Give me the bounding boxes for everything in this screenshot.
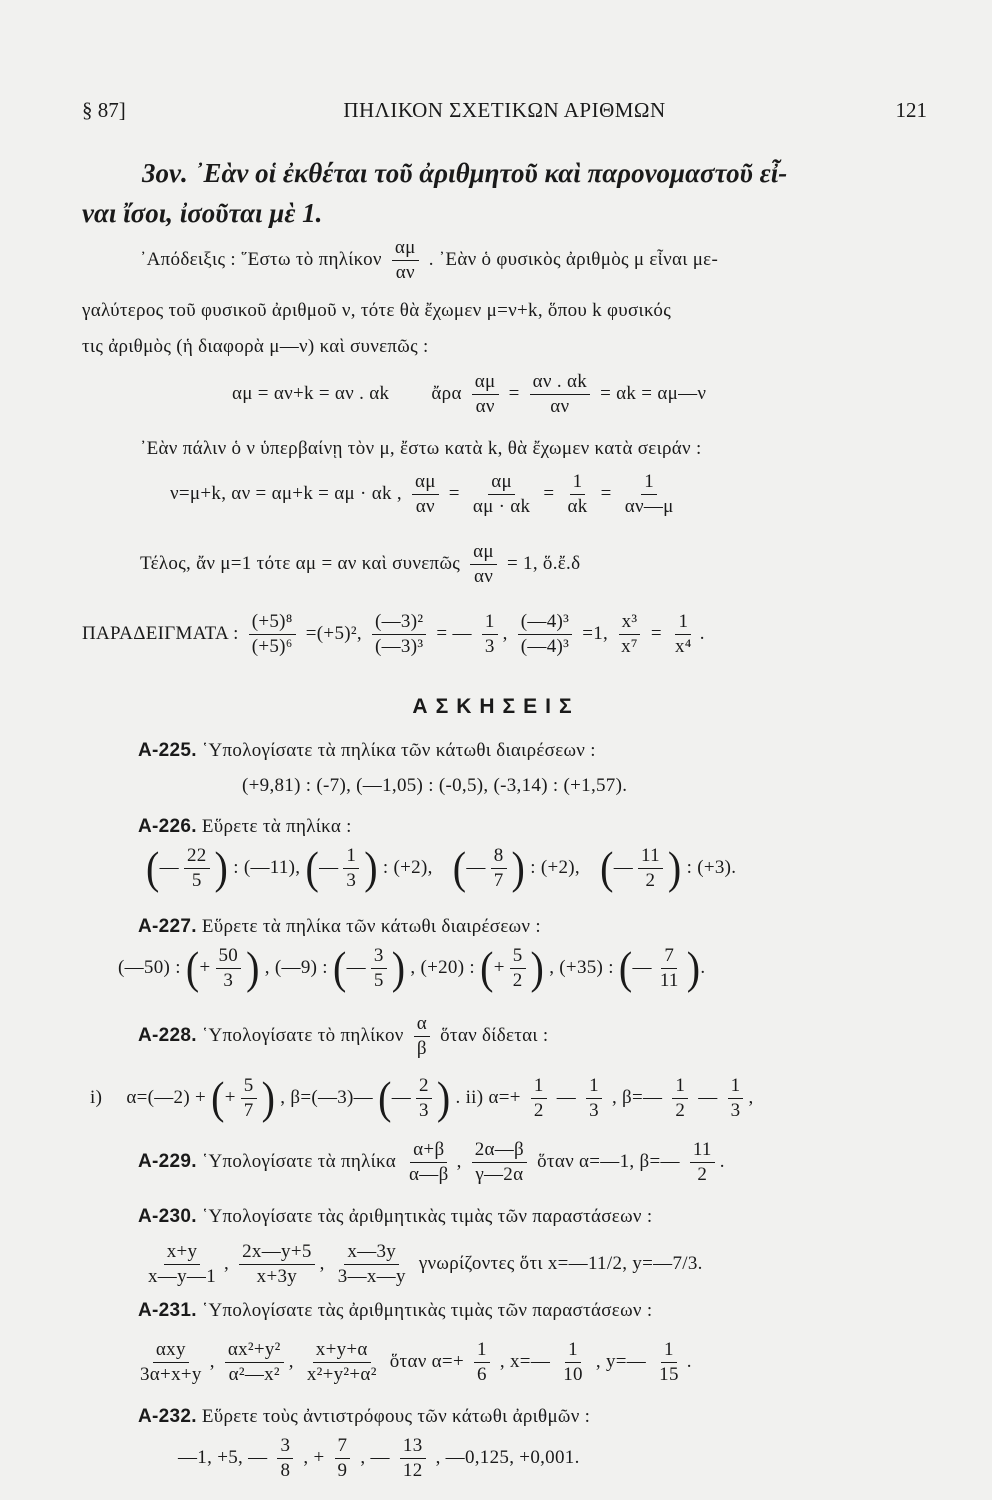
exercise-a225: Α-225. ῾Υπολογίσατε τὰ πηλίκα τῶν κάτωθι διαιρέσεων : (138, 740, 596, 761)
exercise-a232: Α-232. Εὕρετε τοὺς ἀντιστρόφους τῶν κάτωθι ἀριθμῶν : (138, 1406, 591, 1427)
fraction: $\frac{3}{8}$ (277, 1436, 293, 1481)
exercise-a232-values: —1, +5, — $\frac{3}{8}$ , + $\frac{7}{9}$ , — $\frac{13}{12}$ , —0,125, +0,001. (178, 1435, 580, 1481)
fraction: $\frac{7}{11}$ (659, 945, 679, 991)
fraction: $\frac{x—3y}{3—x—y}$ (337, 1241, 406, 1287)
exercise-a229: Α-229. ῾Υπολογίσατε τὰ πηλίκα $\frac{\alpha+\beta}{\alpha—\beta}$ , $\frac{2\alpha—\beta}{\gamma—2\alpha}$ ὅταν α=—1, β=— $\frac{11}{2}$ . (138, 1139, 725, 1185)
section-number: § 87] (82, 98, 126, 122)
fraction: $\frac{\alpha\mu}{\alpha\nu}$ (470, 542, 497, 587)
fraction: $\frac{11}{2}$ (638, 846, 663, 891)
exercise-a227-values: (—50) : (+ $\frac{50}{3}$ ) , (—9) : (— $\frac{3}{5}$ ) , (+20) : (+ $\frac{5}{2}$ ) , (+35) : (— $\frac{7}{11}$ ). (118, 941, 706, 994)
exercise-a228-values: i) α=(—2) + (+ $\frac{5}{7}$ ) , β=(—3)— (— $\frac{2}{3}$ ) . ii) α=+ $\frac{1}{2}$ — $\frac{1}{3}$ , β=— $\frac{1}{2}$ — $\frac{1}{3}$ , (90, 1071, 754, 1124)
fraction: $\frac{1}{2}$ (672, 1076, 688, 1121)
exercise-a231-values: $\frac{\text{αxy}}{3\alpha+x+y}$ , $\frac{\text{αx²+y²}}{\text{α²—x²}}$ , $\frac{x+y+\alpha}{\text{x²+y²+α²}}$ ὅταν α=+ $\frac{1}{6}$ , x=— $\frac{1}{10}$ , y=— $\frac{1}{15}$ . (132, 1340, 692, 1385)
fraction: $\frac{1}{3}$ (728, 1076, 744, 1121)
fraction: $\frac{\alpha\mu}{\alpha\mu \cdot \alpha k}$ (472, 471, 531, 517)
fraction: $\frac{1}{6}$ (474, 1340, 490, 1385)
fraction: $\frac{2}{3}$ (416, 1076, 432, 1121)
fraction: $\frac{1}{3}$ (586, 1076, 602, 1121)
exercise-a230-values: $\frac{x+y}{x—y—1}$ , $\frac{2x—y+5}{x+3y}$ , $\frac{x—3y}{3—x—y}$ γνωρίζοντες ὅτι x=—11/2, y=—7/3. (140, 1242, 703, 1287)
fraction: $\frac{\text{(+5)⁸}}{\text{(+5)⁶}}$ (249, 612, 296, 657)
fraction: $\frac{1}{3}$ (482, 612, 498, 657)
fraction: $\frac{\text{αxy}}{3\alpha+x+y}$ (140, 1339, 202, 1385)
fraction: $\frac{5}{2}$ (510, 946, 526, 991)
rule-3-line-2: ναι ἴσοι, ἰσοῦται μὲ 1. (82, 198, 323, 228)
exercise-a230: Α-230. ῾Υπολογίσατε τὰς ἀριθμητικὰς τιμὰς τῶν παραστάσεων : (138, 1206, 653, 1227)
fraction: $\frac{x+y}{x—y—1}$ (148, 1241, 216, 1287)
fraction: $\frac{1}{\alpha\nu—\mu}$ (624, 471, 674, 517)
examples-line: ΠΑΡΑΔΕΙΓΜΑΤΑ : $\frac{\text{(+5)⁸}}{\text{(+5)⁶}}$ =(+5)², $\frac{\text{(—3)²}}{\text{(—3)³}}$ = — $\frac{1}{3}$ , $\frac{\text{(—4)³}}{\text{(—4)³}}$ =1, $\frac{\text{x³}}{\text{x⁷}}$ = $\frac{1}{\text{x⁴}}$ . (82, 611, 705, 657)
rule-3-line-1: 3ον. ᾿Εὰν οἱ ἐκθέται τοῦ ἀριθμητοῦ καὶ παρονομαστοῦ εἶ- (142, 158, 788, 188)
exercise-a231: Α-231. ῾Υπολογίσατε τὰς ἀριθμητικὰς τιμὰς τῶν παραστάσεων : (138, 1300, 653, 1321)
fraction: $\frac{1}{\alpha k}$ (567, 471, 588, 517)
fraction: $\frac{3}{5}$ (371, 946, 387, 991)
proof-equation-2: ν=μ+k, αν = αμ+k = αμ · αk , $\frac{\alpha\mu}{\alpha\nu}$ = $\frac{\alpha\mu}{\alpha\mu \cdot \alpha k}$ = $\frac{1}{\alpha k}$ = $\frac{1}{\alpha\nu—\mu}$ (170, 472, 682, 517)
chapter-title: ΠΗΛΙΚΟΝ ΣΧΕΤΙΚΩΝ ΑΡΙΘΜΩΝ (343, 98, 666, 122)
fraction: $\frac{\alpha\nu . \alpha k}{\alpha\nu}$ (530, 372, 590, 417)
fraction: $\frac{x+y+\alpha}{\text{x²+y²+α²}}$ (306, 1339, 377, 1385)
fraction: $\frac{2\alpha—\beta}{\gamma—2\alpha}$ (472, 1140, 527, 1185)
proof-equation-1: αμ = αν+k = αν . αk ἄρα $\frac{\alpha\mu}{\alpha\nu}$ = $\frac{\alpha\nu . \alpha k}{\alpha\nu}$ = αk = αμ—ν (232, 371, 707, 417)
exercise-a226: Α-226. Εὕρετε τὰ πηλίκα : (138, 816, 352, 837)
fraction: $\frac{1}{2}$ (531, 1076, 547, 1121)
proof-line-1: ᾿Απόδειξις : ῞Εστω τὸ πηλίκον $\frac{\alpha\mu}{\alpha\nu}$ . ᾿Εὰν ὁ φυσικὸς ἀριθμὸς μ εἶναι με- (140, 237, 719, 283)
fraction: $\frac{8}{7}$ (491, 846, 507, 891)
fraction: $\frac{1}{15}$ (659, 1339, 679, 1385)
fraction: $\frac{2x—y+5}{x+3y}$ (239, 1242, 315, 1287)
fraction: $\frac{\text{(—3)²}}{\text{(—3)³}}$ (372, 612, 426, 657)
fraction: $\frac{\text{x³}}{\text{x⁷}}$ (618, 612, 641, 657)
exercise-a227: Α-227. Εὕρετε τὰ πηλίκα τῶν κάτωθι διαιρέσεων : (138, 916, 541, 937)
fraction: $\frac{\alpha+\beta}{\alpha—\beta}$ (409, 1139, 449, 1185)
fraction: $\frac{5}{7}$ (241, 1076, 257, 1121)
fraction: $\frac{22}{5}$ (184, 846, 210, 891)
proof-line-2: γαλύτερος τοῦ φυσικοῦ ἀριθμοῦ ν, τότε θὰ ἔχωμεν μ=ν+k, ὅπου k φυσικός (82, 300, 672, 321)
fraction: $\frac{11}{2}$ (690, 1140, 715, 1185)
exercise-a228: Α-228. ῾Υπολογίσατε τὸ πηλίκον $\frac{\alpha}{\beta}$ ὅταν δίδεται : (138, 1013, 549, 1059)
fraction: $\frac{50}{3}$ (216, 946, 242, 991)
running-header (82, 98, 927, 128)
fraction: $\frac{7}{9}$ (335, 1436, 351, 1481)
fraction: $\frac{\text{(—4)³}}{\text{(—4)³}}$ (518, 612, 572, 657)
proof-line-4: ᾿Εὰν πάλιν ὁ ν ὑπερβαίνῃ τὸν μ, ἔστω κατὰ k, θὰ ἔχωμεν κατὰ σειράν : (140, 438, 702, 459)
proof-line-3: τις ἀριθμὸς (ἡ διαφορὰ μ—ν) καὶ συνεπῶς : (82, 336, 429, 357)
page-number: 121 (895, 98, 927, 122)
fraction: $\frac{\alpha\mu}{\alpha\nu}$ (392, 238, 419, 283)
exercise-a226-values: (— $\frac{22}{5}$ ) : (—11), (— $\frac{1}{3}$ ) : (+2), (— $\frac{8}{7}$ ) : (+2), (— $\frac{11}{2}$ ) : (+3). (146, 841, 737, 894)
fraction: $\frac{\text{αx²+y²}}{\text{α²—x²}}$ (225, 1340, 284, 1385)
fraction: $\frac{\alpha\mu}{\alpha\nu}$ (412, 472, 439, 517)
exercise-a225-values: (+9,81) : (-7), (—1,05) : (-0,5), (-3,14) : (+1,57). (242, 775, 628, 796)
exercises-heading: ΑΣΚΗΣΕΙΣ (412, 695, 580, 718)
fraction: $\frac{\alpha}{\beta}$ (414, 1014, 430, 1059)
fraction: $\frac{13}{12}$ (400, 1436, 426, 1481)
fraction: $\frac{1}{10}$ (563, 1339, 583, 1385)
fraction: $\frac{\alpha\mu}{\alpha\nu}$ (472, 372, 499, 417)
proof-line-5: Τέλος, ἄν μ=1 τότε αμ = αν καὶ συνεπῶς $\frac{\alpha\mu}{\alpha\nu}$ = 1, ὅ.ἔ.δ (140, 541, 581, 587)
fraction: $\frac{1}{\text{x⁴}}$ (675, 611, 692, 657)
fraction: $\frac{1}{3}$ (343, 846, 359, 891)
